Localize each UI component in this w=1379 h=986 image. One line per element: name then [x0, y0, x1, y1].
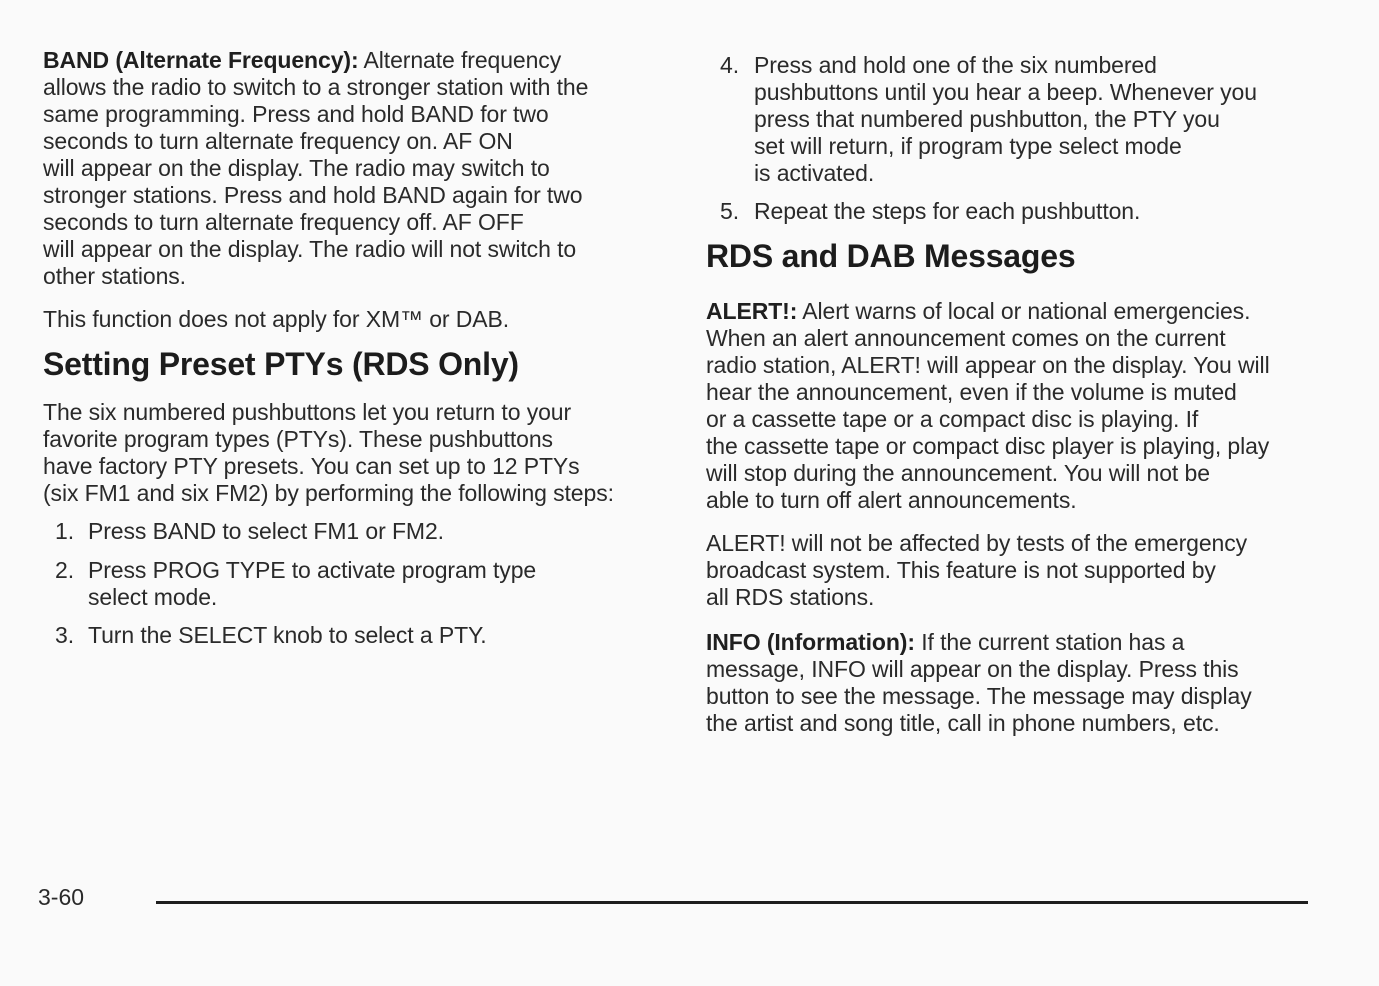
- intro-paragraph: [43, 399, 614, 507]
- step-line: Repeat the steps for each pushbutton.: [754, 198, 1141, 224]
- alert-line-2: radio station, ALERT! will appear on the display. You will: [706, 352, 1270, 378]
- info-line-1: message, INFO will appear on the display. Press this: [706, 656, 1239, 682]
- step-4: [720, 52, 1320, 187]
- step-line: pushbuttons until you hear a beep. Whenever you: [754, 79, 1257, 105]
- step-1: [55, 518, 655, 545]
- band-line-8: other stations.: [43, 263, 186, 289]
- band-line-0: Alternate frequency: [358, 47, 562, 73]
- section-heading-preset-ptys: Setting Preset PTYs (RDS Only): [43, 346, 519, 382]
- alert-note-line-2: all RDS stations.: [706, 584, 875, 610]
- step-3: [55, 622, 655, 649]
- step-line: Press BAND to select FM1 or FM2.: [88, 518, 444, 544]
- band-line-5: stronger stations. Press and hold BAND again for two: [43, 182, 583, 208]
- intro-line-2: have factory PTY presets. You can set up to 12 PTYs: [43, 453, 580, 479]
- alert-paragraph: [706, 298, 1270, 514]
- step-line: set will return, if program type select mode: [754, 133, 1182, 159]
- alert-term: ALERT!:: [706, 298, 798, 324]
- step-5: [720, 198, 1320, 225]
- alert-note-line-0: ALERT! will not be affected by tests of the emergency: [706, 530, 1248, 556]
- step-number: 5.: [720, 198, 739, 224]
- alert-note-paragraph: [706, 530, 1247, 611]
- band-line-1: allows the radio to switch to a stronger station with the: [43, 74, 589, 100]
- alert-line-4: or a cassette tape or a compact disc is playing. If: [706, 406, 1199, 432]
- band-term: BAND (Alternate Frequency):: [43, 47, 359, 73]
- xm-note: This function does not apply for XM™ or DAB.: [43, 306, 510, 332]
- alert-line-5: the cassette tape or compact disc player is playing, play: [706, 433, 1270, 459]
- section-heading-rds-dab: RDS and DAB Messages: [706, 238, 1076, 274]
- step-text: [720, 52, 1320, 187]
- info-line-3: the artist and song title, call in phone numbers, etc.: [706, 710, 1220, 736]
- step-line: Press and hold one of the six numbered: [754, 52, 1157, 78]
- step-line: is activated.: [754, 160, 875, 186]
- band-paragraph: [43, 47, 588, 290]
- alert-line-7: able to turn off alert announcements.: [706, 487, 1077, 513]
- band-line-7: will appear on the display. The radio will not switch to: [43, 236, 577, 262]
- step-line: press that numbered pushbutton, the PTY you: [754, 106, 1220, 132]
- band-line-4: will appear on the display. The radio may switch to: [43, 155, 550, 181]
- step-line: select mode.: [88, 584, 218, 610]
- alert-line-0: Alert warns of local or national emergencies.: [797, 298, 1251, 324]
- alert-note-line-1: broadcast system. This feature is not supported by: [706, 557, 1216, 583]
- alert-line-6: will stop during the announcement. You will not be: [706, 460, 1210, 486]
- step-text: [720, 198, 1320, 225]
- info-term: INFO (Information):: [706, 629, 915, 655]
- step-2: [55, 557, 655, 611]
- step-number: 1.: [55, 518, 74, 544]
- step-text: [55, 622, 655, 649]
- step-line: Turn the SELECT knob to select a PTY.: [88, 622, 487, 648]
- info-line-0: If the current station has a: [914, 629, 1185, 655]
- step-number: 2.: [55, 557, 74, 583]
- step-number: 4.: [720, 52, 739, 78]
- intro-line-1: favorite program types (PTYs). These pushbuttons: [43, 426, 553, 452]
- alert-line-1: When an alert announcement comes on the current: [706, 325, 1226, 351]
- step-text: [55, 518, 655, 545]
- footer-divider: [156, 901, 1308, 904]
- step-text: [55, 557, 655, 611]
- band-line-2: same programming. Press and hold BAND for two: [43, 101, 549, 127]
- intro-line-3: (six FM1 and six FM2) by performing the following steps:: [43, 480, 614, 506]
- page-number: 3-60: [38, 884, 85, 910]
- alert-line-3: hear the announcement, even if the volume is muted: [706, 379, 1237, 405]
- band-line-3: seconds to turn alternate frequency on. AF ON: [43, 128, 513, 154]
- intro-line-0: The six numbered pushbuttons let you return to your: [43, 399, 572, 425]
- band-line-6: seconds to turn alternate frequency off. AF OFF: [43, 209, 524, 235]
- info-paragraph: [706, 629, 1252, 737]
- step-line: Press PROG TYPE to activate program type: [88, 557, 537, 583]
- info-line-2: button to see the message. The message may display: [706, 683, 1252, 709]
- step-number: 3.: [55, 622, 74, 648]
